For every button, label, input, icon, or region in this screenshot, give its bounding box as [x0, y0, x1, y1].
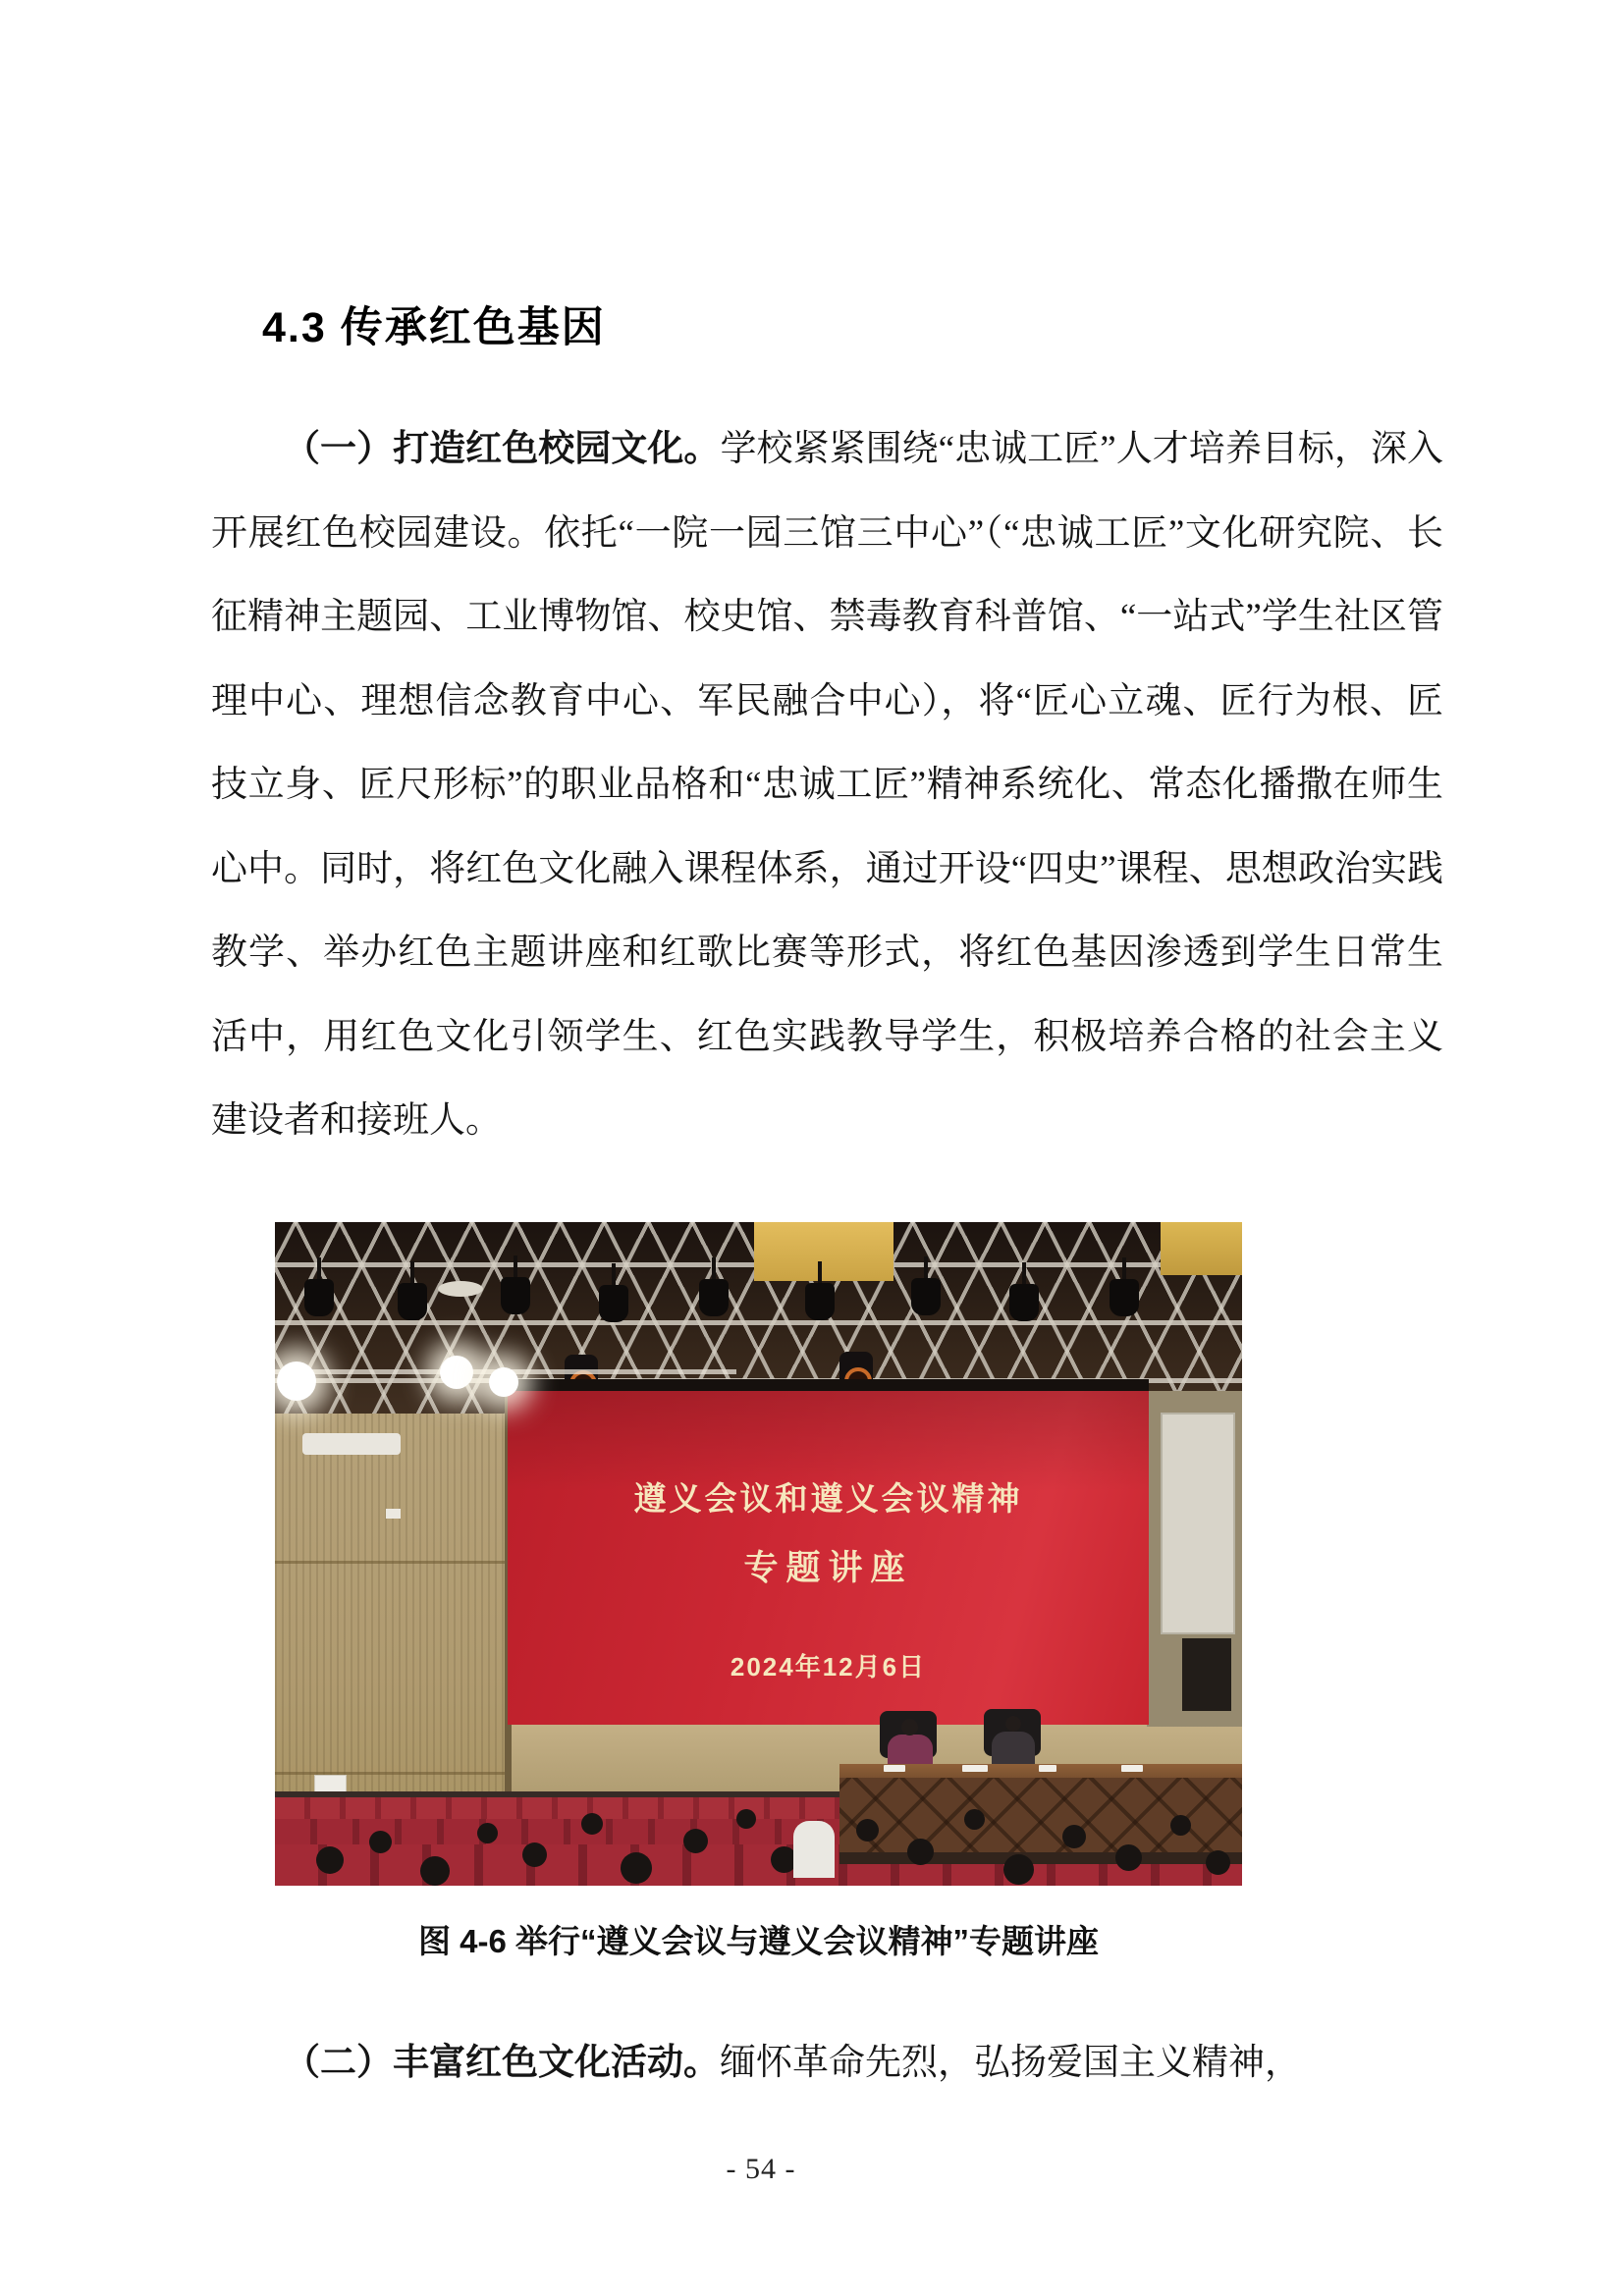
audience-head: [964, 1809, 985, 1830]
audience-head: [369, 1831, 392, 1853]
audience-head: [621, 1852, 652, 1884]
ceiling-speaker-icon: [438, 1281, 483, 1297]
paragraph-1-lead: （一）打造红色校园文化。: [284, 429, 721, 469]
speaker-box-icon: [1182, 1638, 1231, 1711]
stage-light-icon: [1009, 1284, 1039, 1321]
page-number: - 54 -: [726, 2153, 796, 2185]
section-title: 4.3 传承红色基因: [262, 304, 606, 351]
audience-head: [477, 1823, 498, 1843]
paragraph-1-body: 学校紧紧围绕“忠诚工匠”人才培养目标，深入开展红色校园建设。依托“一院一园三馆三中心”（“忠诚工匠”文化研究院、长征精神主题园、工业博物馆、校史馆、禁毒教育科普馆、“一站式”学生社区管理中心、理想信念教育中心、军民融合中心），将“匠心立魂、匠行为根、匠技立身、匠尺形标”的职业品格和“忠诚工匠”精神系统化、常态化播撒在师生心中。同时，将红色文化融入课程体系，通过开设“四史”课程、思想政治实践教学、举办红色主题讲座和红歌比赛等形式，将红色基因渗透到学生日常生活中，用红色文化引领学生、红色实践教导学生，积极培养合格的社会主义建设者和接班人。: [211, 429, 1444, 1141]
table-paper: [1121, 1765, 1143, 1772]
wall-seam: [275, 1772, 511, 1775]
paragraph-2-lead: （二）丰富红色文化活动。: [284, 2043, 720, 2083]
stage-light-icon: [1110, 1279, 1139, 1316]
presenter-torso: [992, 1732, 1035, 1767]
table-paper: [1039, 1765, 1056, 1772]
stage-light-icon: [699, 1279, 729, 1316]
air-vent: [302, 1433, 401, 1455]
audience-head: [316, 1846, 344, 1874]
audience-head: [581, 1813, 603, 1835]
table-paper: [962, 1765, 988, 1772]
hanging-lamp-icon: [440, 1356, 473, 1389]
stage-light-icon: [398, 1283, 427, 1320]
paragraph-1: [211, 407, 1443, 1163]
paragraph-2-body: 缅怀革命先烈，弘扬爱国主义精神，: [720, 2043, 1301, 2083]
audience-head: [907, 1839, 934, 1865]
figure-caption: 图 4-6 举行“遵义会议与遵义会议精神”专题讲座: [417, 1923, 1100, 1959]
projection-screen: [1161, 1413, 1235, 1634]
screen-date: 2024年12月6日: [730, 1652, 927, 1682]
ceiling-yellow-panel: [1161, 1222, 1242, 1275]
table-paper: [884, 1765, 905, 1772]
paragraph-2: [211, 2021, 1443, 2106]
audience-head: [1062, 1825, 1086, 1848]
hanging-lamp-icon: [489, 1367, 518, 1397]
wall-switch: [386, 1509, 401, 1519]
presenter-head: [901, 1719, 918, 1735]
audience-head: [522, 1842, 547, 1867]
audience-head: [1115, 1844, 1142, 1871]
screen-title-line1: 遵义会议和遵义会议精神: [633, 1480, 1023, 1517]
wall-seam: [275, 1561, 511, 1564]
stage-table-shadow: [839, 1852, 1242, 1864]
led-screen-bezel: [508, 1379, 1149, 1391]
stage-light-icon: [911, 1278, 941, 1315]
stage-light-icon: [501, 1277, 530, 1314]
ceiling-yellow-panel: [754, 1222, 893, 1281]
led-screen: [508, 1391, 1149, 1725]
stage-light-icon: [805, 1283, 835, 1320]
audience-person-white-jacket: [793, 1821, 835, 1878]
hanging-lamp-icon: [277, 1362, 316, 1401]
audience-head: [683, 1829, 708, 1853]
figure-photo-lecture-hall: [275, 1222, 1242, 1886]
audience-head: [1003, 1854, 1034, 1885]
screen-title-line2: 专题讲座: [743, 1549, 913, 1587]
presenter-head: [1005, 1716, 1021, 1732]
stage-light-icon: [599, 1285, 628, 1322]
audience-head: [736, 1809, 756, 1829]
audience-head: [1170, 1815, 1191, 1836]
audience-head: [420, 1856, 450, 1886]
audience-head: [856, 1819, 879, 1842]
audience-head: [1206, 1850, 1230, 1875]
stage-light-icon: [304, 1279, 334, 1316]
